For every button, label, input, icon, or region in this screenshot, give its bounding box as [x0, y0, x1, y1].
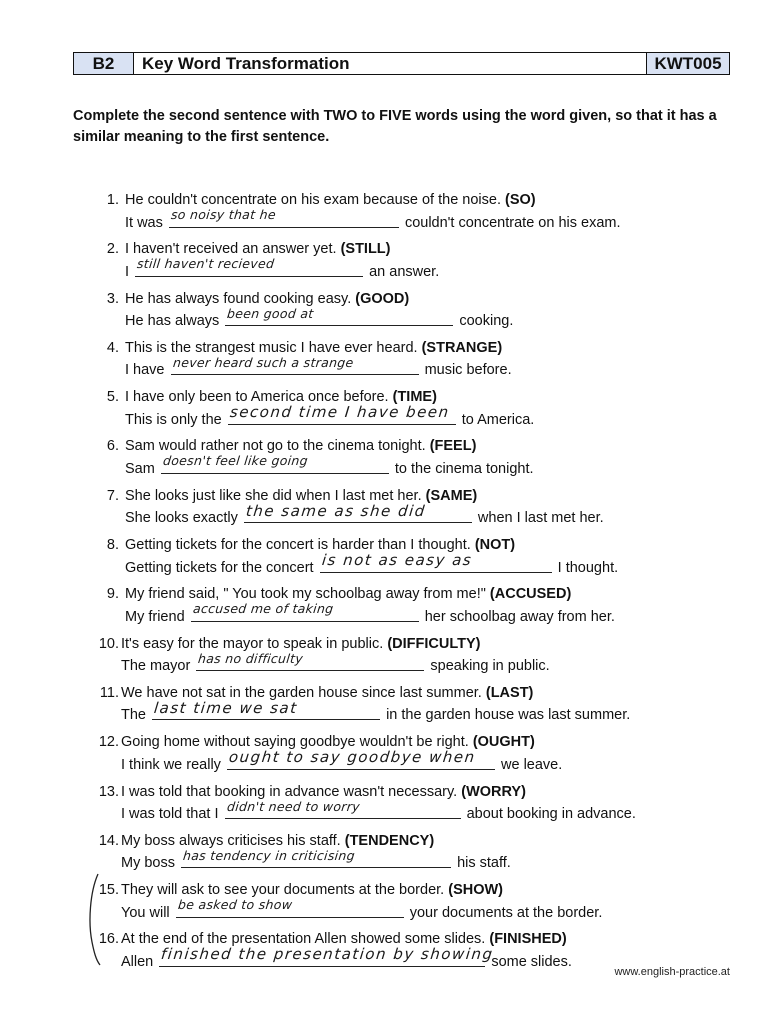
- sentence-text: Getting tickets for the concert is harder than I thought.: [125, 537, 471, 554]
- sentence-text: My friend said, " You took my schoolbag away from me!": [125, 586, 486, 603]
- worksheet-code: KWT005: [647, 53, 729, 74]
- sentence-end: couldn't concentrate on his exam.: [404, 214, 621, 231]
- item-body: [119, 683, 692, 726]
- item-body: [119, 880, 692, 923]
- sentence-text: I was told that booking in advance wasn't necessary.: [121, 783, 458, 800]
- exercise-item: [92, 831, 692, 874]
- sentence-text: This is the strangest music I have ever heard.: [125, 339, 418, 356]
- exercise-item: [92, 683, 692, 726]
- sentence-end: we leave.: [501, 756, 563, 773]
- sentence-text: I have only been to America once before.: [125, 389, 389, 406]
- item-number: 5.: [106, 389, 119, 406]
- sentence-start: The: [121, 707, 146, 724]
- answer-blank[interactable]: [152, 698, 380, 720]
- sentence-text: He has always found cooking easy.: [125, 290, 352, 307]
- item-body: [119, 535, 692, 578]
- sentence-start: I have: [125, 362, 165, 379]
- transformed-sentence: [121, 748, 692, 776]
- transformed-sentence: [121, 698, 692, 726]
- exercise-item: [92, 782, 692, 825]
- key-word: (FINISHED): [489, 931, 567, 948]
- sentence-text: She looks just like she did when I last met her.: [125, 487, 422, 504]
- transformed-sentence: [125, 305, 692, 332]
- key-word: (OUGHT): [472, 734, 535, 751]
- handwritten-answer: still haven't recieved: [136, 256, 276, 272]
- key-word: (SHOW): [448, 882, 503, 899]
- handwritten-answer: didn't need to worry: [225, 798, 361, 814]
- item-number: 9.: [106, 586, 119, 603]
- transformed-sentence: [125, 403, 692, 431]
- item-body: [119, 584, 692, 627]
- sentence-start: This is only the: [125, 411, 222, 428]
- sentence-text: At the end of the presentation Allen showed some slides.: [121, 931, 486, 948]
- transformed-sentence: [121, 847, 692, 874]
- key-word: (TIME): [392, 389, 437, 406]
- key-word: (NOT): [474, 537, 516, 554]
- exercise-item: [92, 634, 692, 677]
- sentence-end: your documents at the border.: [409, 904, 603, 921]
- exercise-item: [92, 338, 692, 381]
- sentence-start: It was: [125, 214, 163, 231]
- sentence-start: I was told that I: [121, 806, 219, 823]
- transformed-sentence: [121, 798, 692, 825]
- item-body: [119, 289, 692, 332]
- exercise-item: [92, 535, 692, 578]
- sentence-start: I: [125, 263, 130, 280]
- sentence-text: We have not sat in the garden house since last summer.: [121, 684, 482, 701]
- key-word: (GOOD): [355, 290, 410, 307]
- transformed-sentence: [125, 453, 692, 480]
- handwritten-answer: last time we sat: [153, 698, 299, 717]
- sentence-end: an answer.: [369, 263, 440, 280]
- answer-blank[interactable]: [191, 601, 419, 622]
- exercise-item: [92, 239, 692, 282]
- item-number: 7.: [106, 487, 119, 504]
- sentence-end: cooking.: [459, 313, 514, 330]
- key-word: (LAST): [485, 684, 534, 701]
- sentence-start: He has always: [125, 313, 220, 330]
- item-body: [119, 732, 692, 775]
- sentence-start: The mayor: [121, 658, 191, 675]
- sentence-end: I thought.: [557, 559, 619, 576]
- answer-blank[interactable]: [169, 207, 399, 228]
- item-number: 1.: [106, 192, 119, 208]
- item-body: [119, 190, 692, 233]
- handwritten-answer: doesn't feel like going: [162, 453, 309, 469]
- answer-blank[interactable]: [159, 945, 495, 967]
- handwritten-answer: accused me of taking: [191, 601, 334, 617]
- handwritten-answer: so noisy that he: [170, 207, 277, 222]
- sentence-end: to America.: [461, 411, 535, 428]
- sentence-start: Sam: [125, 460, 155, 477]
- handwritten-answer: has no difficulty: [197, 650, 305, 666]
- transformed-sentence: [121, 897, 692, 924]
- exercise-item: [92, 486, 692, 529]
- sentence-start: She looks exactly: [125, 510, 238, 527]
- item-body: [119, 929, 692, 972]
- handwritten-answer: the same as she did: [244, 501, 427, 520]
- answer-blank[interactable]: [196, 650, 424, 671]
- original-sentence: [125, 289, 692, 310]
- transformed-sentence: [121, 650, 692, 677]
- sentence-end: to the cinema tonight.: [394, 460, 534, 477]
- item-number: 8.: [106, 537, 119, 554]
- item-body: [119, 387, 692, 430]
- item-number: 15.: [98, 882, 119, 899]
- sentence-end: about booking in advance.: [466, 806, 636, 823]
- key-word: (WORRY): [461, 783, 526, 800]
- key-word: (DIFFICULTY): [387, 635, 481, 652]
- sentence-start: Getting tickets for the concert: [125, 559, 314, 576]
- item-body: [119, 239, 692, 282]
- sentence-end: his staff.: [457, 855, 511, 872]
- handwritten-answer: ought to say goodbye when: [228, 748, 477, 767]
- sentence-end: when I last met her.: [477, 510, 604, 527]
- transformed-sentence: [125, 501, 692, 529]
- exercise-item: [92, 436, 692, 479]
- key-word: (ACCUSED): [489, 586, 572, 603]
- original-sentence: [121, 782, 692, 803]
- item-number: 13.: [98, 783, 119, 800]
- answer-blank[interactable]: [320, 551, 552, 573]
- exercise-item: [92, 387, 692, 430]
- sentence-text: He couldn't concentrate on his exam because of the noise.: [125, 192, 501, 208]
- transformed-sentence: [125, 354, 692, 381]
- transformed-sentence: [125, 551, 692, 579]
- sentence-end: some slides.: [491, 953, 572, 970]
- level-cell: B2: [74, 53, 134, 74]
- exercise-item: [92, 732, 692, 775]
- handwritten-answer: be asked to show: [176, 897, 293, 913]
- sentence-text: My boss always criticises his staff.: [121, 832, 341, 849]
- item-number: 16.: [98, 931, 119, 948]
- answer-blank[interactable]: [176, 897, 404, 918]
- key-word: (TENDENCY): [344, 832, 435, 849]
- item-number: 4.: [106, 339, 119, 356]
- transformed-sentence: [125, 207, 692, 234]
- handwritten-answer: finished the presentation by showing: [160, 945, 495, 964]
- answer-blank[interactable]: [244, 501, 472, 523]
- handwritten-answer: never heard such a strange: [171, 354, 354, 370]
- answer-blank[interactable]: [227, 748, 495, 770]
- key-word: (STILL): [340, 241, 391, 258]
- worksheet-header: [73, 52, 730, 75]
- sentence-text: Going home without saying goodbye wouldn't be right.: [121, 734, 469, 751]
- key-word: (SO): [505, 192, 536, 208]
- answer-blank[interactable]: [225, 798, 461, 819]
- exercise-item: [92, 929, 692, 972]
- handwritten-answer: is not as easy as: [320, 551, 473, 570]
- sentence-end: music before.: [424, 362, 512, 379]
- exercise-list: [92, 190, 692, 979]
- answer-blank[interactable]: [225, 305, 453, 326]
- handwritten-answer: has tendency in criticising: [182, 847, 356, 863]
- transformed-sentence: [121, 945, 692, 973]
- answer-blank[interactable]: [135, 256, 363, 277]
- sentence-text: They will ask to see your documents at the border.: [121, 882, 445, 899]
- sentence-text: I haven't received an answer yet.: [125, 241, 337, 258]
- item-number: 11.: [99, 684, 119, 701]
- worksheet-title: Key Word Transformation: [134, 53, 647, 74]
- exercise-item: [92, 289, 692, 332]
- instructions: Complete the second sentence with TWO to FIVE words using the word given, so that it has a similar meaning to the first sentence.: [73, 108, 717, 145]
- sentence-text: It's easy for the mayor to speak in public.: [121, 635, 384, 652]
- sentence-end: her schoolbag away from her.: [424, 608, 615, 625]
- sentence-start: My friend: [125, 608, 185, 625]
- item-body: [119, 782, 692, 825]
- item-number: 3.: [106, 290, 119, 307]
- answer-blank[interactable]: [228, 403, 456, 425]
- key-word: (FEEL): [429, 438, 477, 455]
- key-word: (SAME): [425, 487, 478, 504]
- sentence-end: in the garden house was last summer.: [386, 707, 631, 724]
- handwritten-answer: been good at: [226, 305, 315, 321]
- transformed-sentence: [125, 601, 692, 628]
- sentence-start: You will: [121, 904, 170, 921]
- item-number: 12.: [98, 734, 119, 751]
- item-number: 10.: [98, 635, 119, 652]
- sentence-text: Sam would rather not go to the cinema tonight.: [125, 438, 426, 455]
- answer-blank[interactable]: [181, 847, 451, 868]
- handwritten-answer: second time I have been: [228, 403, 451, 422]
- item-body: [119, 831, 692, 874]
- sentence-start: My boss: [121, 855, 175, 872]
- item-body: [119, 436, 692, 479]
- item-body: [119, 338, 692, 381]
- exercise-item: [92, 880, 692, 923]
- exercise-item: [92, 190, 692, 233]
- item-body: [119, 486, 692, 529]
- answer-blank[interactable]: [161, 453, 389, 474]
- handwritten-bracket: [86, 872, 106, 967]
- item-number: 2.: [106, 241, 119, 258]
- item-body: [119, 634, 692, 677]
- sentence-start: I think we really: [121, 756, 221, 773]
- exercise-item: [92, 584, 692, 627]
- answer-blank[interactable]: [171, 354, 419, 375]
- transformed-sentence: [125, 256, 692, 283]
- sentence-end: speaking in public.: [430, 658, 550, 675]
- item-number: 14.: [98, 832, 119, 849]
- item-number: 6.: [106, 438, 119, 455]
- footer-url: www.english-practice.at: [614, 966, 730, 978]
- key-word: (STRANGE): [421, 339, 503, 356]
- sentence-start: Allen: [121, 953, 154, 970]
